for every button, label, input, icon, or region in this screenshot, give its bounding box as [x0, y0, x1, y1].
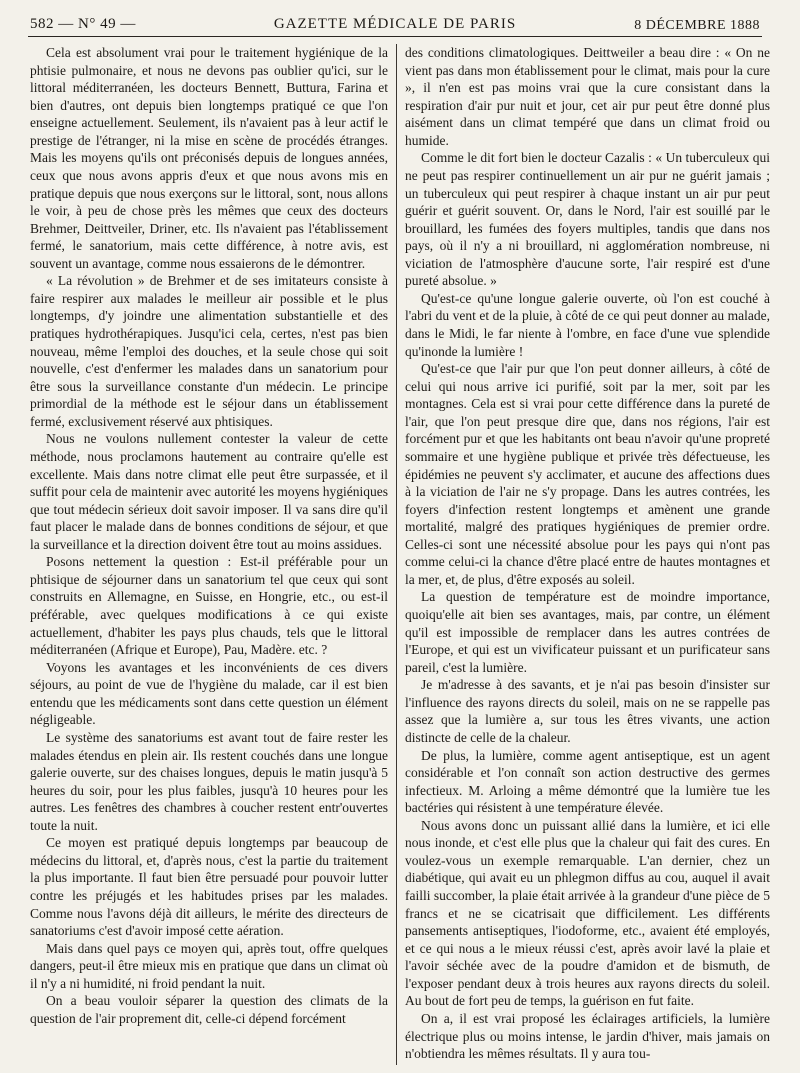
paragraph: Posons nettement la question : Est-il préférable pour un phtisique de séjourner dans un sanatorium tel que ceux qui sont construits en Allemagne, en Suisse, en Hongrie, etc., ou est-il préférable, avec quelques modifications à ce qui existe actuellement, d'habiter les pays plus chauds, tels que le littoral méditerranéen (Afrique et Europe), Pau, Madère. etc. ?	[30, 554, 388, 658]
paragraph: Voyons les avantages et les inconvénients de ces divers séjours, au point de vue de l'hygiène du malade, car il est bien entendu que les médicaments sont dans cette question un élément négligeable.	[30, 659, 388, 728]
issue-date: 8 DÉCEMBRE 1888	[634, 18, 760, 33]
paragraph: De plus, la lumière, comme agent antiseptique, est un agent considérable et l'on connaît son action destructive des germes infectieux. M. Arloing a même démontré que la lumière tue les bactéries qui résistent à une température élevée.	[405, 747, 770, 816]
paragraph: La question de température est de moindre importance, quoiqu'elle ait bien ses avantages, mais, par contre, un élément qu'il est impossible de remplacer dans les autres contrées de l'Europe, et qui est un vivificateur puissant et un purificateur sans pareil, c'est la lumière.	[405, 589, 770, 675]
paragraph: Cela est absolument vrai pour le traitement hygiénique de la phtisie pulmonaire, et nous ne devons pas oublier qu'ici, sur le littoral méditerranéen, les docteurs Bennett, Buttura, Farina et bien d'autres, ont depuis bien longtemps pratiqué ce que l'on enseigne actuellement. Seulement, ils n'avaient pas à leur actif le prestige de l'étranger, ni la mise en scène de procédés étranges. Mais les moyens qu'ils ont préconisés depuis de longues années, ceux que nous avons appris d'eux et que nous avons mis en pratique depuis que nous exerçons sur le littoral, sont, nous allons le voir, à peu de chose près les mêmes que ceux des docteurs Brehmer, Deittveiler, Driner, etc. Ils n'avaient pas l'établissement fermé, le sanatorium, mais cette différence, à notre avis, est souvent un avantage, comme nous essaierons de le démontrer.	[30, 45, 388, 271]
paragraph: Nous ne voulons nullement contester la valeur de cette méthode, nous proclamons hautement au contraire qu'elle est excellente. Mais dans notre climat elle peut être surpassée, et il suffit pour cela de maintenir avec autorité les moyens hygiéniques que tout médecin sérieux doit savoir imposer. Il va sans dire qu'il faut placer le malade dans de bonnes conditions de séjour, et que la surveillance et la direction doivent être tout au moins assidues.	[30, 431, 388, 552]
paragraph: Qu'est-ce que l'air pur que l'on peut donner ailleurs, à côté de celui qui nous arrive ici purifié, soit par la mer, soit par les montagnes. Cela est si vrai pour cette différence dans la pureté de l'air, que l'on peut presque dire que, dans nos régions, l'air est forcément pur et que les habitants ont beau n'avoir qu'une propreté sommaire et une hygiène publique et privée très défectueuse, les épidémies ne peuvent s'y acclimater, et aucune des affections dues à la viciation de l'air ne s'y propage. Dans les autres contrées, les foyers d'infection restent longtemps et amènent une grande mortalité, malgré des pratiques hygiéniques de premier ordre. Celles-ci sont une nécessité absolue pour les pays qui n'ont pas comme celui-ci la chance d'être placé entre de hautes montagnes et la mer, et, de plus, d'être exposés au soleil.	[405, 361, 770, 587]
paragraph-continuation: des conditions climatologiques. Deittweiler a beau dire : « On ne vient pas dans mon établissement pour le climat, mais pour la cure », il n'en est pas moins vrai que la cure consistant dans la respiration d'air pur nuit et jour, cet air pur peut être donné plus aisément dans un climat tempéré que dans un climat froid ou humide.	[405, 45, 770, 148]
header-rule	[28, 36, 762, 37]
paragraph: Qu'est-ce qu'une longue galerie ouverte, où l'on est couché à l'abri du vent et de la pluie, à côté de ce qui peut donner au malade, dans le Midi, le far niente à l'ombre, en face d'une vue splendide qu'inonde la lumière !	[405, 290, 770, 359]
page-header	[30, 10, 760, 36]
journal-title: GAZETTE MÉDICALE DE PARIS	[273, 16, 517, 32]
paragraph: Mais dans quel pays ce moyen qui, après tout, offre quelques dangers, peut-il être mieux mis en pratique que dans un climat où il n'y a ni humidité, ni froid pendant la nuit.	[30, 940, 388, 991]
paragraph: Le système des sanatoriums est avant tout de faire rester les malades étendus en plein air. Ils restent couchés dans une longue galerie ouverte, sur des chaises longues, depuis le matin jusqu'à 5 heures du soir, pour les plus faibles, jusqu'à 10 heures pour les autres. Les fenêtres des chambres à coucher restent entr'ouvertes toute la nuit.	[30, 729, 388, 833]
paragraph: « La révolution » de Brehmer et de ses imitateurs consiste à faire respirer aux malades le meilleur air possible et le plus longtemps, d'y joindre une alimentation substantielle et des pratiques hydrothérapiques. Jusqu'ici cela, certes, n'est pas bien nouveau, même l'emploi des douches, et la seule chose qui soit nouvelle, c'est d'enfermer les malades dans un sanatorium pour être sous la surveillance constante d'un médecin. Le principe primordial de la méthode est le séjour dans un établissement fermé, exclusivement réservé aux phtisiques.	[30, 273, 388, 429]
page-number: 582 — N° 49 —	[30, 16, 136, 32]
paragraph: On a, il est vrai proposé les éclairages artificiels, la lumière électrique plus ou moins intense, le jardin d'hiver, mais jamais on n'obtiendra les mêmes résultats. Il y aura tou-	[405, 1010, 770, 1062]
left-column	[30, 44, 388, 1065]
paragraph: Comme le dit fort bien le docteur Cazalis : « Un tuberculeux qui ne peut pas respirer continuellement un air pur ne guérit jamais ; un tuberculeux qui peut respirer à chaque instant un air pur peut guérir et guérit souvent. Or, dans le Nord, l'air est souillé par le brouillard, les fumées des foyers multiples, tandis que dans nos pays, où il n'y a ni brouillard, ni agglomération nombreuse, ni viciation de l'atmosphère d'aucune sorte, l'air respiré est d'une pureté absolue. »	[405, 150, 770, 289]
paragraph: Ce moyen est pratiqué depuis longtemps par beaucoup de médecins du littoral, et, d'après nous, c'est la partie du traitement la plus importante. Il faut bien être persuadé pour pouvoir lutter contre les préjugés et les habitudes prises par les malades. Comme nous l'avons déjà dit ailleurs, le mérite des directeurs de sanatoriums c'est d'avoir imposé cette aération.	[30, 835, 388, 939]
right-column	[405, 44, 770, 1065]
paragraph: Je m'adresse à des savants, et je n'ai pas besoin d'insister sur l'influence des rayons directs du soleil, mais on ne se rappelle pas assez que la lumière a, sur tous les êtres vivants, une action distincte de celle de la chaleur.	[405, 677, 770, 745]
column-divider	[396, 44, 397, 1065]
paragraph: On a beau vouloir séparer la question des climats de la question de l'air proprement dit, celle-ci dépend forcément	[30, 993, 388, 1026]
paragraph: Nous avons donc un puissant allié dans la lumière, et ici elle nous inonde, et c'est elle plus que la chaleur qui fait des cures. En voulez-vous un exemple remarquable. L'an dernier, chez un diabétique, qui avait eu un phlegmon diffus au cou, auquel il avait failli succomber, la plaie était arrivée à la grandeur d'une pièce de 5 francs et ne se cicatrisait que difficilement. Les différents pansements antiseptiques, l'iodoforme, etc., avaient été employés, et ce qui nous a le mieux réussi c'est, après avoir lavé la plaie et l'avoir séchée avec de la poudre d'amidon et de bismuth, de l'exposer pendant deux à trois heures aux rayons directs du soleil. Au bout de fort peu de temps, la guérison en fut faite.	[405, 817, 770, 1009]
